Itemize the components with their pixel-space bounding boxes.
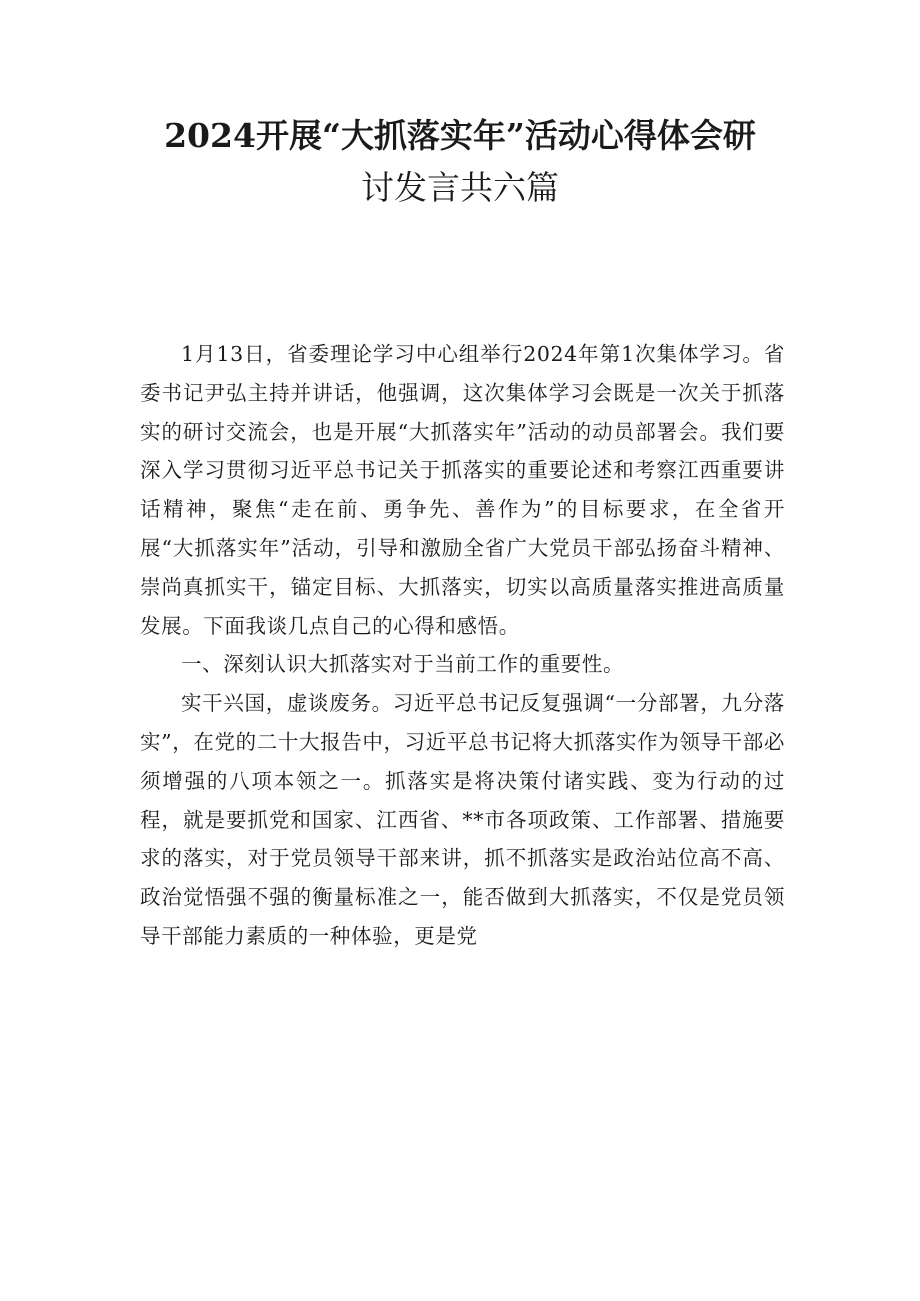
section-heading-1: 一、深刻认识大抓落实对于当前工作的重要性。 (181, 652, 625, 677)
document-body (140, 335, 785, 956)
title-line-2: 讨发言共六篇 (361, 168, 559, 207)
paragraph-section-1: 实干兴国，虚谈废务。习近平总书记反复强调“一分部署，九分落实”，在党的二十大报告中，习近平总书记将大抓落实作为领导干部必须增强的八项本领之一。抓落实是将决策付诸实践、变为行动的过程，就是要抓党和国家、江西省、**市各项政策、工作部署、措施要求的落实，对于党员领导干部来讲，抓不抓落实是政治站位高不高、政治觉悟强不强的衡量标准之一，能否做到大抓落实，不仅是党员领导干部能力素质的一种体验，更是党 (140, 691, 785, 948)
title-line-1: 2024开展“大抓落实年”活动心得体会研 (164, 116, 756, 155)
paragraph-intro: 1月13日，省委理论学习中心组举行2024年第1次集体学习。省委书记尹弘主持并讲话，他强调，这次集体学习会既是一次关于抓落实的研讨交流会，也是开展“大抓落实年”活动的动员部署会。我们要深入学习贯彻习近平总书记关于抓落实的重要论述和考察江西重要讲话精神，聚焦“走在前、勇争先、善作为”的目标要求，在全省开展“大抓落实年”活动，引导和激励全省广大党员干部弘扬奋斗精神、崇尚真抓实干，锚定目标、大抓落实，切实以高质量落实推进高质量发展。下面我谈几点自己的心得和感悟。 (140, 342, 785, 638)
document-title (140, 110, 780, 214)
